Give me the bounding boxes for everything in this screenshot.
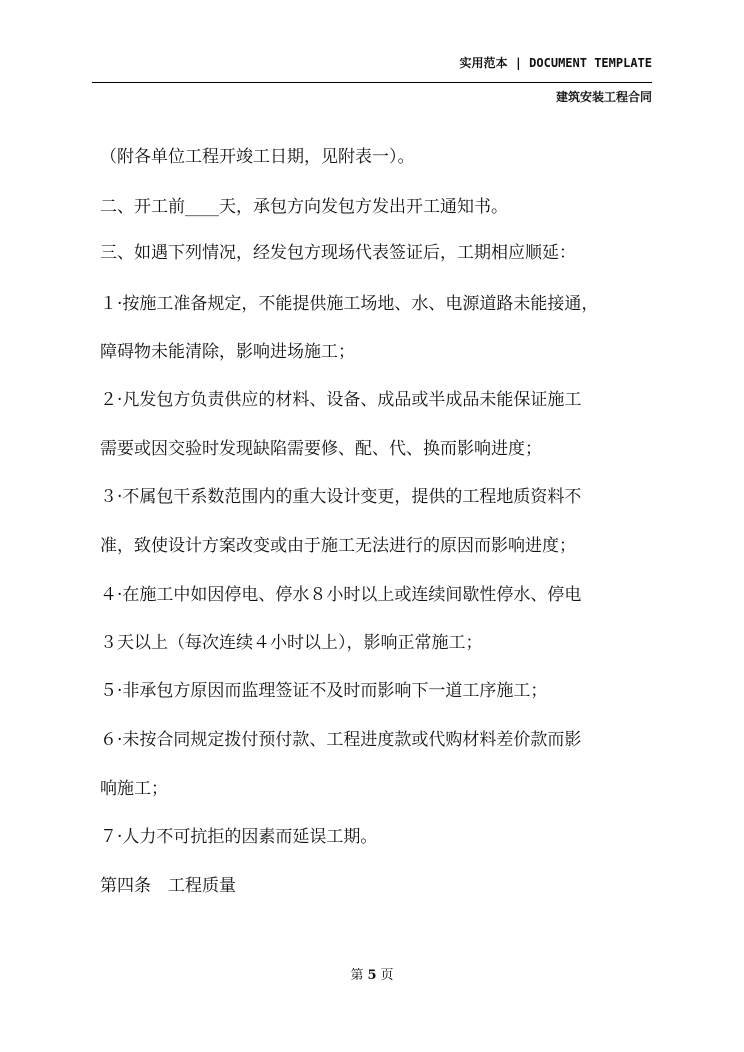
header-subtitle: 建筑安装工程合同 (555, 90, 652, 104)
body-line-14: 响施工； (100, 779, 168, 799)
body-line-15: ７·人力不可抗拒的因素而延误工期。 (100, 827, 378, 847)
body-line-5: 障碍物未能清除，影响进场施工； (100, 342, 355, 362)
body-line-2: 二、开工前____天，承包方向发包方发出开工通知书。 (100, 197, 508, 217)
body-line-3: 三、如遇下列情况，经发包方现场代表签证后，工期相应顺延： (100, 243, 576, 263)
header-divider (92, 82, 652, 83)
page-prefix: 第 (350, 968, 364, 983)
body-line-11: ３天以上（每次连续４小时以上），影响正常施工； (100, 633, 483, 653)
body-line-1: （附各单位工程开竣工日期，见附表一）。 (100, 147, 415, 167)
section-heading: 第四条 工程质量 (100, 876, 236, 896)
body-line-13: ６·未按合同规定拨付预付款、工程进度款或代购材料差价款而影 (100, 730, 582, 750)
page-number-value: 5 (367, 968, 377, 983)
body-line-7: 需要或因交验时发现缺陷需要修、配、代、换而影响进度； (100, 439, 542, 459)
body-line-6: ２·凡发包方负责供应的材料、设备、成品或半成品未能保证施工 (100, 390, 582, 410)
body-line-4: １·按施工准备规定，不能提供施工场地、水、电源道路未能接通， (100, 294, 599, 314)
page-number (0, 964, 744, 983)
header-title: 实用范本 | DOCUMENT TEMPLATE (459, 56, 652, 70)
body-line-10: ４·在施工中如因停电、停水８小时以上或连续间歇性停水、停电 (100, 585, 582, 605)
body-line-9: 准，致使设计方案改变或由于施工无法进行的原因而影响进度； (100, 536, 576, 556)
body-line-12: ５·非承包方原因而监理签证不及时而影响下一道工序施工； (100, 681, 548, 701)
page-suffix: 页 (380, 968, 394, 983)
body-line-8: ３·不属包干系数范围内的重大设计变更，提供的工程地质资料不 (100, 487, 582, 507)
